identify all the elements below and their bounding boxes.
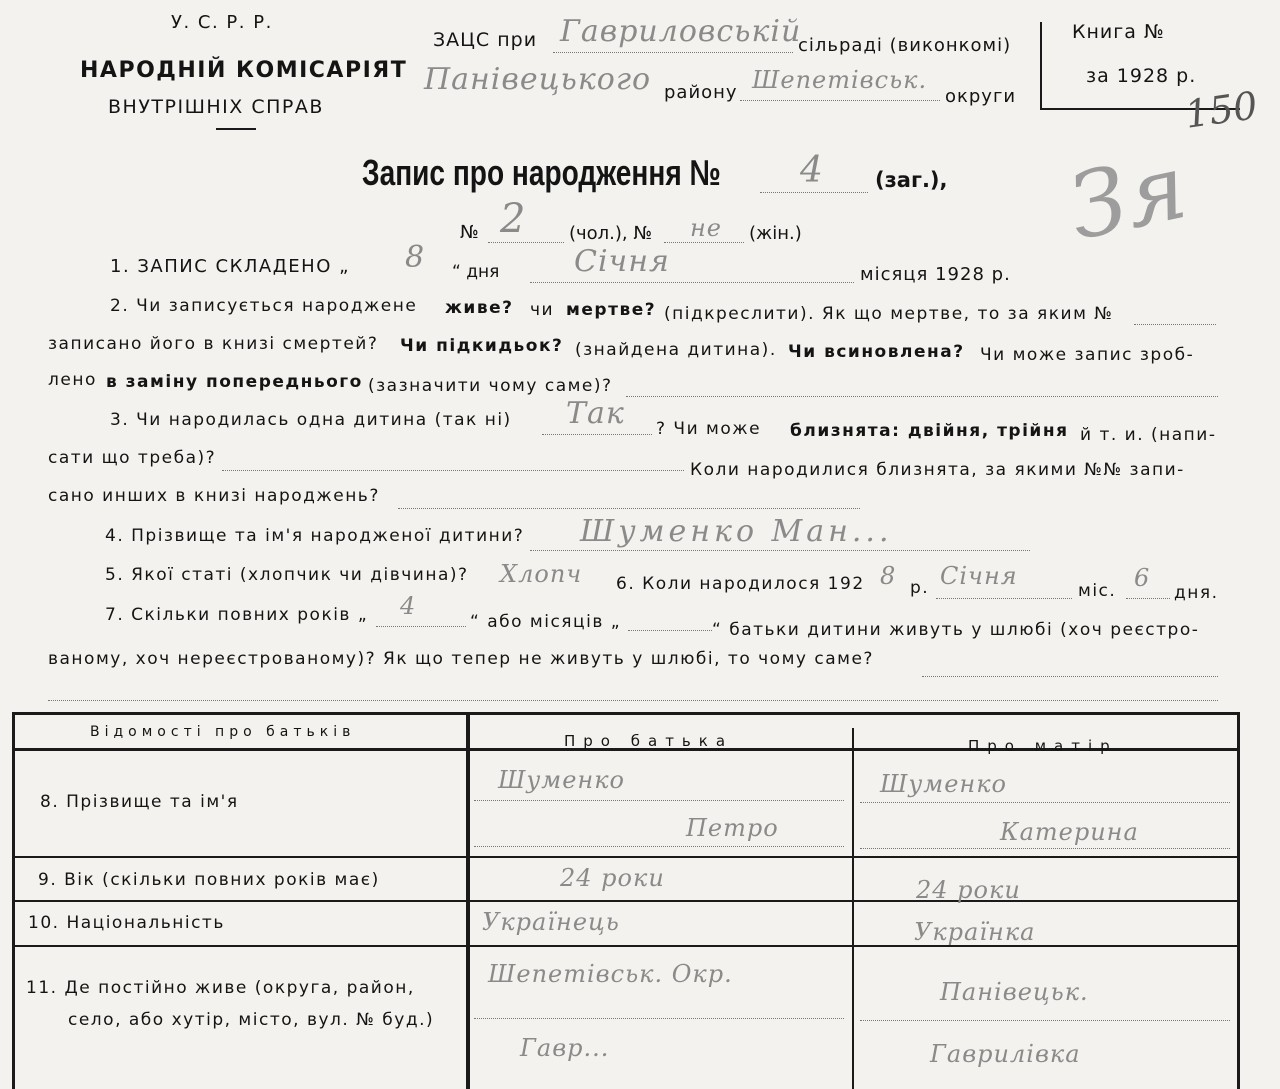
- table-row-divider-1: [14, 856, 1238, 858]
- table-row-divider-2: [14, 900, 1238, 902]
- header-parents-info: Відомості про батьків: [90, 724, 356, 740]
- q2-death-number-line: [1134, 324, 1216, 325]
- father-address-handwriting-1: Шепетівськ. Окр.: [488, 960, 733, 988]
- q1-day-handwriting: 8: [405, 240, 426, 275]
- mother-age-handwriting: 24 роки: [916, 876, 1021, 904]
- q4-answer-handwriting: Шуменко Ман...: [580, 514, 893, 549]
- father-surname-handwriting: Шуменко: [498, 766, 625, 794]
- book-box-left-border: [1040, 22, 1042, 110]
- row-nationality-label: 10. Національність: [28, 913, 225, 933]
- q3-line1-b: ? Чи може: [656, 419, 762, 439]
- village-council-handwriting: Гавриловській: [560, 14, 802, 49]
- q1-month-line: [530, 282, 854, 283]
- rayon-label: району: [664, 82, 738, 103]
- village-council-line: [553, 52, 793, 53]
- q4-answer-line: [530, 550, 1030, 551]
- record-number-line: [760, 192, 868, 193]
- q7-line2: ваному, хоч нереєстрованому)? Як що тепер не живуть у шлюбі, то чому саме?: [48, 649, 874, 669]
- q6-month-label: міс.: [1078, 581, 1117, 601]
- row-name-label: 8. Прізвище та ім'я: [40, 792, 239, 812]
- q2-replacement: в заміну попереднього: [106, 372, 363, 392]
- q5-label: 5. Якої статі (хлопчик чи дівчина)?: [105, 565, 469, 585]
- q6-month-handwriting: Січня: [940, 562, 1018, 590]
- q2-line2-a: записано його в книзі смертей?: [48, 334, 379, 354]
- q7-years-line: [376, 626, 466, 627]
- q2-line2-c: Чи може запис зроб-: [980, 345, 1195, 365]
- father-firstname-handwriting: Петро: [686, 814, 779, 842]
- q6-day-handwriting: 6: [1134, 564, 1151, 592]
- q3-twins-line: [222, 470, 684, 471]
- male-number-handwriting: 2: [500, 196, 527, 242]
- corner-number-handwriting: 150: [1182, 83, 1261, 137]
- q3-other-numbers-line: [398, 508, 860, 509]
- table-col-divider-2: [852, 728, 854, 1089]
- q3-line1-c: й т. и. (напи-: [1080, 425, 1217, 445]
- record-title: Запис про народження №: [362, 152, 721, 193]
- q6-label: 6. Коли народилося 192: [616, 574, 865, 594]
- q1-tail: місяця 1928 р.: [860, 264, 1011, 285]
- book-year: за 1928 р.: [1086, 65, 1197, 87]
- q2-line3-a: лено: [48, 370, 97, 390]
- table-row-divider-3: [14, 945, 1238, 947]
- q3-answer-handwriting: Так: [566, 396, 625, 431]
- q2-reason-line: [626, 396, 1218, 397]
- mother-surname-handwriting: Шуменко: [880, 770, 1007, 798]
- female-number-line: [664, 242, 744, 243]
- mother-address-handwriting-2: Гаврилівка: [930, 1040, 1081, 1068]
- mother-name-line-1: [860, 802, 1230, 803]
- row-address-label-2: село, або хутір, місто, вул. № буд.): [68, 1010, 435, 1030]
- header-rule: [216, 128, 256, 130]
- q2-dead: мертве?: [566, 300, 657, 320]
- q6-day-label: дня.: [1174, 583, 1219, 603]
- district-handwriting: Панівецького: [424, 62, 652, 97]
- q7-line1-b: “ або місяців „: [470, 612, 622, 632]
- q2-line3-b: (зазначити чому саме)?: [368, 376, 613, 396]
- q7-months-line: [628, 630, 712, 631]
- header-father: Про батька: [564, 732, 734, 750]
- father-address-handwriting-2: Гавр...: [520, 1034, 610, 1062]
- q6-month-line: [936, 598, 1072, 599]
- q7-extra-line: [48, 700, 1218, 701]
- q1-label: 1. ЗАПИС СКЛАДЕНО „: [110, 256, 350, 277]
- female-number-handwriting: не: [690, 214, 723, 242]
- male-label: (чол.), №: [569, 223, 653, 244]
- zags-label: ЗАЦС при: [433, 29, 538, 51]
- mother-nationality-handwriting: Українка: [914, 918, 1036, 946]
- state-name: У. С. Р. Р.: [171, 12, 273, 33]
- commissariat-title: НАРОДНІЙ КОМІСАРІЯТ: [80, 58, 408, 83]
- q3-line2-b: Коли народилися близнята, за якими №№ запи-: [690, 460, 1185, 480]
- q6-year-handwriting: 8: [880, 562, 897, 590]
- zag-label: (заг.),: [875, 168, 948, 192]
- q2-line1-b: (підкреслити). Як що мертве, то за яким №: [664, 304, 1114, 324]
- book-label: Книга №: [1072, 21, 1165, 43]
- record-number-handwriting: 4: [800, 150, 824, 191]
- okruha-label: округи: [945, 86, 1017, 107]
- father-address-line: [474, 1018, 844, 1019]
- row-age-label: 9. Вік (скільки повних років має): [38, 870, 380, 890]
- father-nationality-handwriting: Українець: [482, 908, 620, 936]
- q1-month-handwriting: Січня: [574, 244, 670, 279]
- q2-line1-a: 2. Чи записується народжене: [110, 296, 418, 316]
- mother-address-handwriting-1: Панівецьк.: [940, 978, 1089, 1006]
- q3-line3: сано инших в книзі народжень?: [48, 486, 380, 506]
- male-number-line: [488, 242, 564, 243]
- silrada-label: сільраді (виконкомі): [798, 35, 1012, 56]
- number-sign: №: [460, 222, 479, 243]
- q2-foundling: Чи підкидьок?: [400, 336, 564, 356]
- q5-answer-handwriting: Хлопч: [500, 560, 583, 588]
- q3-line2-a: сати що треба)?: [48, 448, 217, 468]
- father-name-line-1: [474, 800, 844, 801]
- mother-name-line-2: [860, 848, 1230, 849]
- female-label: (жін.): [749, 223, 802, 244]
- signature-handwriting: Зя: [1060, 134, 1196, 261]
- q7-reason-line: [922, 676, 1218, 677]
- q1-day-label: “ дня: [452, 262, 500, 282]
- q7-years-handwriting: 4: [400, 592, 417, 620]
- father-name-line-2: [474, 846, 844, 847]
- q2-alive: живе?: [445, 298, 514, 318]
- okruha-handwriting: Шепетівськ.: [752, 66, 928, 94]
- father-age-handwriting: 24 роки: [560, 864, 665, 892]
- q2-adopted: Чи всиновлена?: [788, 342, 965, 362]
- header-mother: Про матір: [968, 737, 1118, 755]
- q4-label: 4. Прізвище та ім'я народженої дитини?: [105, 526, 525, 546]
- q2-line2-b: (знайдена дитина).: [575, 340, 777, 360]
- q7-line1-a: 7. Скільки повних років „: [105, 605, 369, 625]
- q7-line1-c: “ батьки дитини живуть у шлюбі (хоч реєстро-: [712, 620, 1200, 640]
- row-address-label-1: 11. Де постійно живе (округа, район,: [26, 978, 415, 998]
- q3-answer-line: [542, 434, 652, 435]
- table-top-border: [12, 712, 1240, 715]
- q2-or: чи: [530, 300, 555, 320]
- okruha-line: [740, 100, 940, 101]
- q3-twins: близнята: двійня, трійня: [790, 421, 1069, 441]
- q6-day-line: [1126, 598, 1170, 599]
- department-title: ВНУТРІШНІХ СПРАВ: [108, 96, 324, 118]
- q3-line1-a: 3. Чи народилась одна дитина (так ні): [110, 410, 512, 430]
- q6-year-label: р.: [910, 578, 930, 598]
- mother-firstname-handwriting: Катерина: [1000, 818, 1139, 846]
- mother-address-line: [860, 1020, 1230, 1021]
